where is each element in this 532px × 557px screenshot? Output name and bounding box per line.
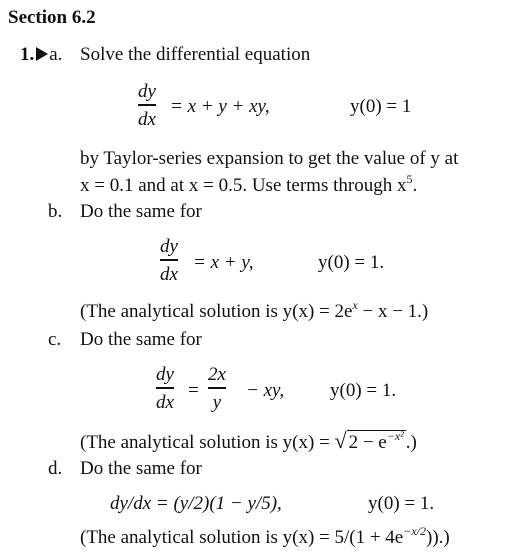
fraction-bar xyxy=(156,387,174,389)
fraction-denominator: y xyxy=(212,391,222,413)
fraction-bar xyxy=(138,104,156,106)
part-a-prompt: Solve the differential equation xyxy=(80,44,311,65)
part-d-equation: dy/dx = (y/2)(1 − y/5), xyxy=(110,493,282,514)
part-a-text2-main: x = 0.1 and at x = 0.5. Use terms through x xyxy=(80,175,407,196)
radicand-main: 2 − e xyxy=(348,432,387,453)
part-c-initial-condition: y(0) = 1. xyxy=(330,380,397,401)
part-a-text-line1: by Taylor-series expansion to get the value of y at xyxy=(80,148,459,169)
fraction-bar xyxy=(208,387,226,389)
part-b-solution-main: (The analytical solution is y(x) = 2e xyxy=(80,301,353,322)
part-a-text-line2 xyxy=(80,172,418,196)
fraction-numerator: dy xyxy=(160,236,178,257)
part-a-text2-end: . xyxy=(412,175,418,196)
part-b-rhs: = x + y, xyxy=(193,252,254,273)
part-d-prompt: Do the same for xyxy=(80,458,202,479)
part-c-solution-end: .) xyxy=(405,432,417,453)
fraction-numerator: dy xyxy=(156,364,174,385)
section-heading: Section 6.2 xyxy=(8,7,96,28)
part-b-initial-condition: y(0) = 1. xyxy=(318,252,385,273)
part-c-solution xyxy=(80,430,417,452)
part-d-initial-condition: y(0) = 1. xyxy=(368,493,435,514)
radicand-exponent: −x² xyxy=(386,429,404,443)
part-c-equals: = xyxy=(188,380,199,401)
part-d-solution-main: (The analytical solution is y(x) = 5/(1 + 4e xyxy=(80,527,404,548)
part-b-solution-exponent: x xyxy=(352,298,358,312)
part-b-solution xyxy=(80,298,429,322)
fraction-denominator: dx xyxy=(156,391,174,413)
part-d-solution-exponent: −x/2 xyxy=(403,524,427,538)
fraction-denominator: dx xyxy=(160,263,178,285)
part-b-label: b. xyxy=(48,201,63,222)
part-c-fraction-1 xyxy=(156,365,174,412)
fraction-denominator: dx xyxy=(138,108,156,130)
part-c-rhs: − xy, xyxy=(246,380,285,401)
fraction-numerator: 2x xyxy=(208,364,226,385)
square-root xyxy=(335,430,406,452)
part-d-label: d. xyxy=(48,458,63,479)
part-a-text2-exponent: 5 xyxy=(406,172,413,186)
part-a-rhs: = x + y + xy, xyxy=(170,96,270,117)
part-c-fraction-2 xyxy=(208,365,226,412)
part-b-solution-end: − x − 1.) xyxy=(357,301,429,322)
part-b-prompt: Do the same for xyxy=(80,201,202,222)
radical-sign: √ xyxy=(334,428,347,453)
arrow-icon xyxy=(36,47,48,61)
part-b-fraction xyxy=(160,237,178,284)
part-c-label: c. xyxy=(48,329,62,350)
part-a-fraction xyxy=(138,82,156,129)
part-a-initial-condition: y(0) = 1 xyxy=(350,96,412,117)
fraction-numerator: dy xyxy=(138,81,156,102)
problem-number-row xyxy=(20,45,62,64)
part-d-solution-end: )).) xyxy=(426,527,450,548)
part-c-solution-main: (The analytical solution is y(x) = xyxy=(80,432,330,453)
problem-number: 1. xyxy=(20,44,35,65)
radicand xyxy=(347,430,406,453)
fraction-bar xyxy=(160,259,178,261)
part-d-solution xyxy=(80,524,450,548)
part-c-prompt: Do the same for xyxy=(80,329,202,350)
part-a-label: a. xyxy=(49,44,63,65)
